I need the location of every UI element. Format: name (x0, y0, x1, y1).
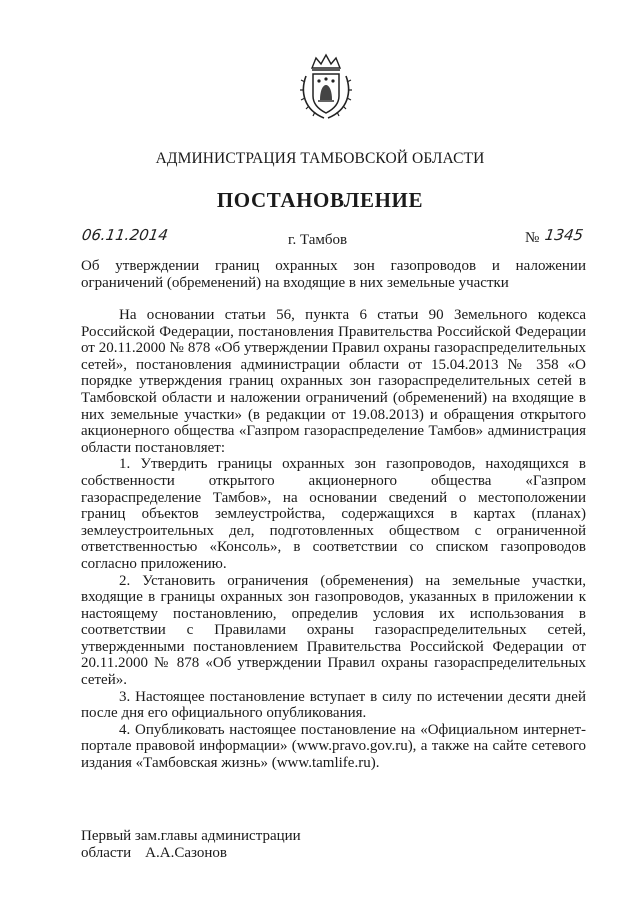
document-number-label: № (525, 230, 540, 246)
paragraph-preamble: На основании статьи 56, пункта 6 статьи 90 Земельного кодекса Российской Федерации, постановления Правительства Российской Федерации от 20.11.2000 № 878 «Об утверждении Правил охраны газораспределительных сетей», постановления администрации области от 15.04.2013 № 358 «О порядке утверждения границ охранных зон газораспределительных сетей в Тамбовской области и наложении ограничений (обременений) на входящие в них земельные участки» (в редакции от 19.08.2013) и обращения открытого акционерного общества «Газпром газораспределение Тамбов» администрация области постановляет: (81, 307, 586, 456)
document-date: 06.11.2014 (80, 226, 170, 244)
paragraph-item-3: 3. Настоящее постановление вступает в силу по истечении десяти дней после дня его официального опубликования. (81, 688, 586, 722)
tambov-coat-of-arms-icon (298, 52, 354, 122)
signature-block (81, 828, 301, 862)
organization-name: АДМИНИСТРАЦИЯ ТАМБОВСКОЙ ОБЛАСТИ (155, 150, 485, 167)
paragraph-item-4: 4. Опубликовать настоящее постановление на «Официальном интернет-портале правовой информации» (www.pravo.gov.ru), а также на сайте сетевого издания «Тамбовская жизнь» (www.tamlife.ru). (81, 721, 586, 772)
document-number: 1345 (543, 226, 585, 244)
paragraph-item-1: 1. Утвердить границы охранных зон газопроводов, находящихся в собственности открытого акционерного общества «Газпром газораспределение Тамбов», на основании сведений о местоположении границ объектов землеустройства, содержащихся в картах (планах) землеустроительных дел, подготовленных обществом с ограниченной ответственностью «Консоль», в соответствии со списком газопроводов согласно приложению. (81, 456, 586, 572)
document-body (81, 307, 586, 772)
paragraph-item-2: 2. Установить ограничения (обременения) на земельные участки, входящие в границы охранных зон газопроводов, указанных в приложении к настоящему постановлению, определив условия их использования в соответствии с Правилами охраны газораспределительных сетей, утвержденными постановлением Правительства Российской Федерации от 20.11.2000 № 878 «Об утверждении Правил охраны газораспределительных сетей». (81, 572, 586, 689)
signature-position: Первый зам.главы администрации (81, 828, 301, 844)
signature-line (81, 845, 301, 862)
document-title: Об утверждении границ охранных зон газопроводов и наложении ограничений (обременений) на входящие в них земельные участки (81, 258, 586, 291)
signature-name: А.А.Сазонов (145, 845, 227, 861)
signature-region: области (81, 845, 132, 861)
document-type-heading: ПОСТАНОВЛЕНИЕ (216, 188, 424, 212)
document-city: г. Тамбов (288, 232, 348, 248)
